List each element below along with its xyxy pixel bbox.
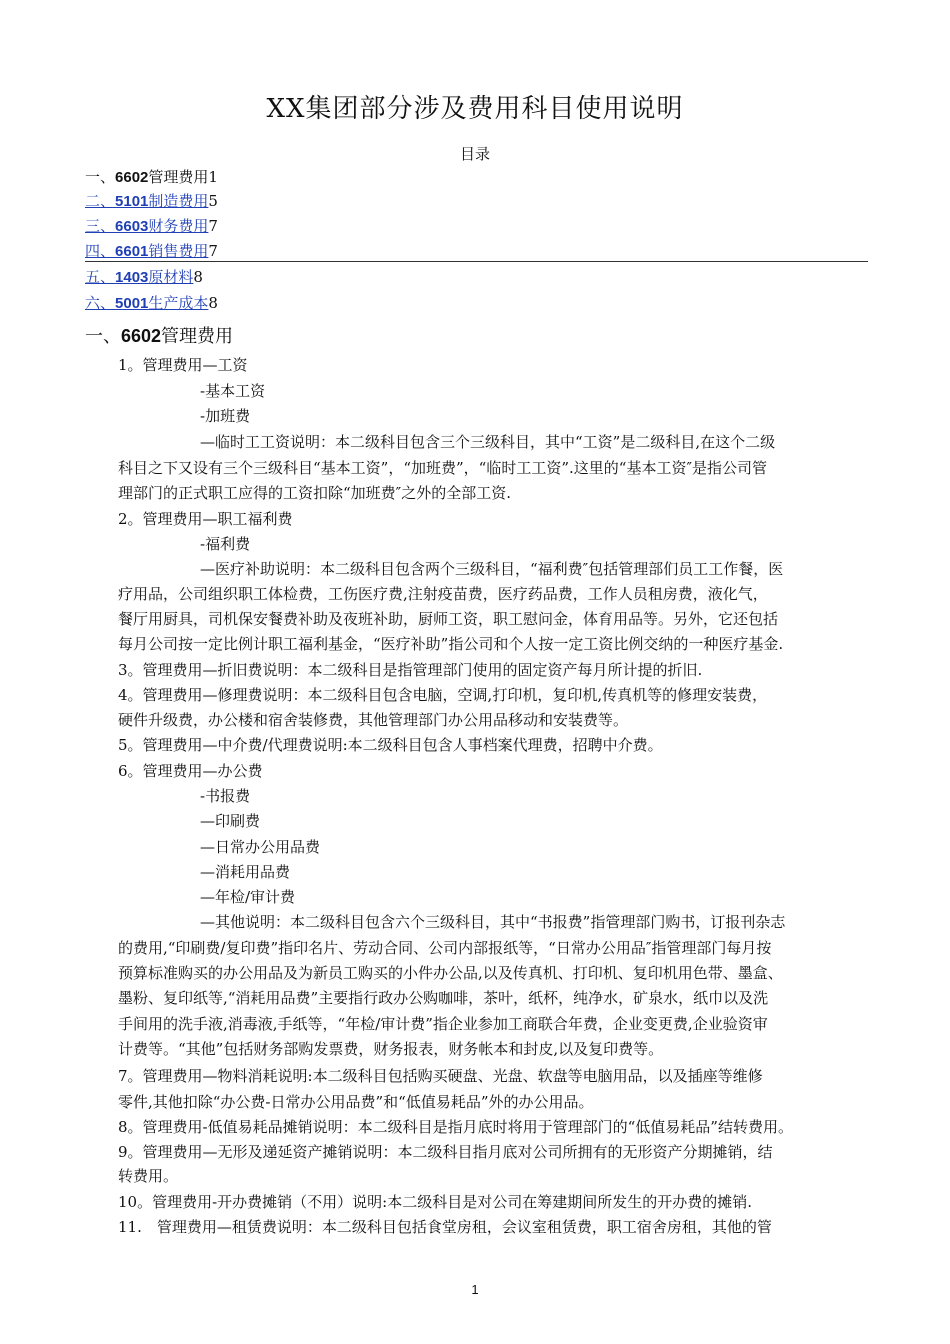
toc-entry[interactable]: [85, 190, 218, 211]
toc-entry-page: 8: [193, 268, 203, 286]
toc-entry-page: 5: [208, 192, 218, 210]
body-line: -加班费: [200, 407, 251, 425]
toc-entry-code: 1403: [115, 269, 149, 286]
body-line: 4。管理费用—修理费说明：本二级科目包含电脑，空调,打印机，复印机,传真机等的修理安装费，: [118, 686, 768, 704]
body-line: 转费用。: [118, 1167, 179, 1185]
body-line: 科目之下又设有三个三级科目“基本工资”，“加班费”，“临时工工资”.这里的“基本工资″是指公司管: [118, 459, 768, 477]
body-line: 餐厅用厨具，司机保安餐费补助及夜班补助，厨师工资，职工慰问金，体育用品等。另外，它还包括: [118, 610, 779, 628]
body-line: 9。管理费用—无形及递延资产摊销说明：本二级科目指月底对公司所拥有的无形资产分期摊销，结: [118, 1143, 773, 1161]
toc-entry-link[interactable]: [85, 242, 208, 260]
body-line: 3。管理费用—折旧费说明：本二级科目是指管理部门使用的固定资产每月所计提的折旧.: [118, 661, 703, 679]
toc-entry-code: 6603: [115, 218, 149, 235]
body-line: -书报费: [200, 787, 251, 805]
section-heading: [85, 322, 233, 348]
body-line: 6。管理费用—办公费: [118, 762, 263, 780]
body-line: 每月公司按一定比例计职工福利基金，“医疗补助”指公司和个人按一定工资比例交纳的一种医疗基金.: [118, 635, 784, 653]
toc-entry-page: 8: [208, 294, 218, 312]
toc-entry-prefix: 五、: [85, 268, 116, 286]
section-name: 管理费用: [161, 326, 234, 347]
body-line: 5。管理费用—中介费/代理费说明:本二级科目包含人事档案代理费，招聘中介费。: [118, 736, 663, 754]
body-line: —医疗补助说明：本二级科目包含两个三级科目，“福利费″包括管理部们员工工作餐，医: [200, 560, 784, 578]
body-line: —临时工工资说明：本二级科目包含三个三级科目，其中“工资”是二级科目,在这个二级: [200, 433, 776, 451]
section-prefix: 一、: [85, 326, 121, 347]
toc-entry[interactable]: [85, 215, 218, 236]
toc-entry-prefix: 四、: [85, 242, 116, 260]
toc-entry[interactable]: [85, 292, 218, 313]
body-line: 计费等。“其他”包括财务部购发票费，财务报表，财务帐本和封皮,以及复印费等。: [118, 1040, 664, 1058]
toc-entry-prefix: 六、: [85, 294, 116, 312]
body-line: 墨粉、复印纸等,“消耗用品费”主要指行政办公购咖啡，茶叶，纸杯，纯净水，矿泉水，纸巾以及洗: [118, 989, 769, 1007]
body-line: 手间用的洗手液,消毒液,手纸等，“年检/审计费”指企业参加工商联合年费，企业变更费,企业验资审: [118, 1015, 768, 1033]
toc-entry-link[interactable]: [85, 217, 208, 235]
toc-entry-name: 财务费用: [148, 217, 209, 235]
body-line: 1。管理费用—工资: [118, 356, 248, 374]
body-line: 7。管理费用—物料消耗说明:本二级科目包括购买硬盘、光盘、软盘等电脑用品，以及插座等维修: [118, 1067, 763, 1085]
body-line: —其他说明：本二级科目包含六个三级科目，其中“书报费”指管理部门购书，订报刊杂志: [200, 913, 786, 931]
toc-entry-prefix: 二、: [85, 192, 116, 210]
toc-heading: 目录: [459, 145, 490, 163]
body-line: 疗用品，公司组织职工体检费，工伤医疗费,注射疫苗费，医疗药品费，工作人员租房费，液化气，: [118, 585, 768, 603]
toc-entry-prefix: 三、: [85, 217, 116, 235]
toc-entry[interactable]: [85, 266, 203, 287]
toc-entry-name: 销售费用: [148, 242, 209, 260]
body-line: 理部门的正式职工应得的工资扣除“加班费″之外的全部工资.: [118, 484, 512, 502]
body-line: -基本工资: [200, 382, 266, 400]
body-line: 10。管理费用-开办费摊销（不用）说明:本二级科目是对公司在筹建期间所发生的开办费的摊销.: [118, 1193, 752, 1211]
toc-entry-code: 6602: [115, 169, 149, 186]
toc-divider: [85, 261, 868, 262]
toc-entry-code: 5101: [115, 193, 149, 210]
toc-entry-link[interactable]: [85, 268, 193, 286]
body-line: —消耗用品费: [200, 863, 291, 881]
body-line: 的费用,“印刷费/复印费”指印名片、劳动合同、公司内部报纸等，“日常办公用品″指管理部门每月按: [118, 939, 772, 957]
toc-entry-name: 制造费用: [148, 192, 209, 210]
toc-entry-name: 管理费用: [148, 168, 209, 186]
toc-entry-code: 6601: [115, 243, 149, 260]
toc-entry[interactable]: [85, 240, 218, 261]
body-line: 硬件升级费，办公楼和宿舍装修费，其他管理部门办公用品移动和安装费等。: [118, 711, 629, 729]
toc-entry-page: 7: [208, 217, 218, 235]
body-line: 零件,其他扣除“办公费-日常办公用品费”和“低值易耗品”外的办公用品。: [118, 1093, 594, 1111]
body-line: 11. 管理费用—租赁费说明：本二级科目包括食堂房租，会议室租赁费，职工宿舍房租，其他的管: [118, 1218, 772, 1236]
toc-entry-name: 生产成本: [148, 294, 209, 312]
toc-entry-name: 原材料: [148, 268, 194, 286]
document-title: XX集团部分涉及费用科目使用说明: [266, 94, 684, 124]
toc-entry-page: 7: [208, 242, 218, 260]
body-line: 预算标准购买的办公用品及为新员工购买的小件办公品,以及传真机、打印机、复印机用色带、墨盒、: [118, 964, 783, 982]
toc-entry-link[interactable]: [85, 192, 208, 210]
toc-entry-page: 1: [208, 168, 218, 186]
section-code: 6602: [121, 326, 162, 346]
toc-entry[interactable]: [85, 166, 218, 187]
page-number: 1: [471, 1282, 479, 1297]
body-line: —日常办公用品费: [200, 838, 321, 856]
body-line: —年检/审计费: [200, 888, 296, 906]
toc-entry-link[interactable]: [85, 294, 208, 312]
body-line: —印刷费: [200, 812, 261, 830]
body-line: -福利费: [200, 535, 251, 553]
toc-entry-prefix: 一、: [85, 168, 116, 186]
body-line: 8。管理费用-低值易耗品摊销说明：本二级科目是指月底时将用于管理部门的“低值易耗品”结转费用。: [118, 1118, 793, 1136]
body-line: 2。管理费用—职工福利费: [118, 510, 293, 528]
toc-entry-code: 5001: [115, 295, 149, 312]
